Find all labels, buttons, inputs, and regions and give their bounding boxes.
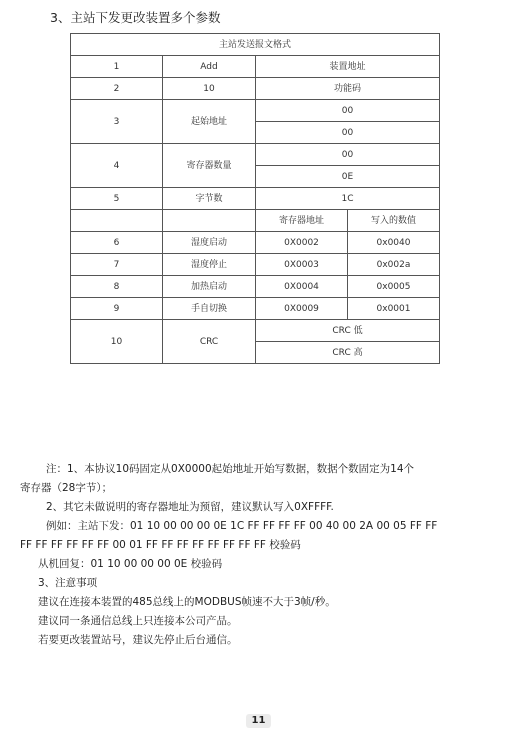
- table-row: [71, 254, 440, 276]
- cell-no: 2: [71, 78, 163, 100]
- note-line: 建议在连接本装置的485总线上的MODBUS帧速不大于3帧/秒。: [38, 596, 336, 608]
- cell-value: 00: [256, 144, 440, 166]
- table-row: [71, 56, 440, 78]
- note-line: 建议同一条通信总线上只连接本公司产品。: [38, 615, 238, 627]
- cell-name: 寄存器数量: [163, 144, 256, 188]
- cell-value: 0x0001: [348, 298, 440, 320]
- cell-name: 字节数: [163, 188, 256, 210]
- cell-value: 1C: [256, 188, 440, 210]
- cell-value: 0x0005: [348, 276, 440, 298]
- table-title-row: [71, 34, 440, 56]
- note-line: 从机回复：01 10 00 00 00 0E 校验码: [38, 558, 223, 570]
- table-title: 主站发送报文格式: [71, 34, 440, 56]
- cell-crc-high: CRC 高: [256, 342, 440, 364]
- cell-no: 3: [71, 100, 163, 144]
- cell-address: 0X0009: [256, 298, 348, 320]
- cell-no: 8: [71, 276, 163, 298]
- cell-no: 1: [71, 56, 163, 78]
- note-line: 注：1、本协议10码固定从0X0000起始地址开始写数据，数据个数固定为14个: [46, 463, 414, 475]
- cell-name: 加热启动: [163, 276, 256, 298]
- cell-crc-low: CRC 低: [256, 320, 440, 342]
- subheader-register-address: 寄存器地址: [256, 210, 348, 232]
- subheader-write-value: 写入的数值: [348, 210, 440, 232]
- cell-desc: 装置地址: [256, 56, 440, 78]
- cell-no: 5: [71, 188, 163, 210]
- table-row: [71, 78, 440, 100]
- cell-name: 湿度启动: [163, 232, 256, 254]
- message-format-table: [70, 33, 440, 364]
- table-row: [71, 320, 440, 342]
- cell-name: CRC: [163, 320, 256, 364]
- cell-no: 7: [71, 254, 163, 276]
- note-line: 若要更改装置站号，建议先停止后台通信。: [38, 634, 238, 646]
- cell-value: 0x0040: [348, 232, 440, 254]
- note-line: 2、其它未做说明的寄存器地址为预留，建议默认写入0XFFFF.: [46, 501, 334, 513]
- cell-no: 6: [71, 232, 163, 254]
- note-line: 3、注意事项: [38, 577, 98, 589]
- cell-name: 10: [163, 78, 256, 100]
- cell-name: Add: [163, 56, 256, 78]
- cell-name: 湿度停止: [163, 254, 256, 276]
- note-line: FF FF FF FF FF FF 00 01 FF FF FF FF FF FF FF FF 校验码: [20, 539, 301, 551]
- cell-address: 0X0003: [256, 254, 348, 276]
- cell-address: 0X0002: [256, 232, 348, 254]
- cell-empty: [71, 210, 163, 232]
- cell-name: 手自切换: [163, 298, 256, 320]
- section-heading: 3、主站下发更改装置多个参数: [50, 10, 221, 25]
- notes-section: [20, 460, 495, 650]
- cell-name: 起始地址: [163, 100, 256, 144]
- cell-no: 4: [71, 144, 163, 188]
- cell-desc: 功能码: [256, 78, 440, 100]
- note-line: 例如：主站下发：01 10 00 00 00 0E 1C FF FF FF FF 00 40 00 2A 00 05 FF FF: [46, 520, 438, 532]
- table-row: [71, 232, 440, 254]
- table-row: [71, 298, 440, 320]
- table-row: [71, 100, 440, 122]
- cell-no: 10: [71, 320, 163, 364]
- cell-value: 00: [256, 100, 440, 122]
- cell-empty: [163, 210, 256, 232]
- table-row: [71, 276, 440, 298]
- page-number: [0, 708, 517, 728]
- table-row: [71, 188, 440, 210]
- cell-address: 0X0004: [256, 276, 348, 298]
- cell-no: 9: [71, 298, 163, 320]
- table-row: [71, 144, 440, 166]
- cell-value: 00: [256, 122, 440, 144]
- page-number-label: 11: [246, 714, 272, 728]
- cell-value: 0E: [256, 166, 440, 188]
- note-line: 寄存器（28字节）；: [20, 482, 113, 494]
- cell-value: 0x002a: [348, 254, 440, 276]
- table-subheader-row: [71, 210, 440, 232]
